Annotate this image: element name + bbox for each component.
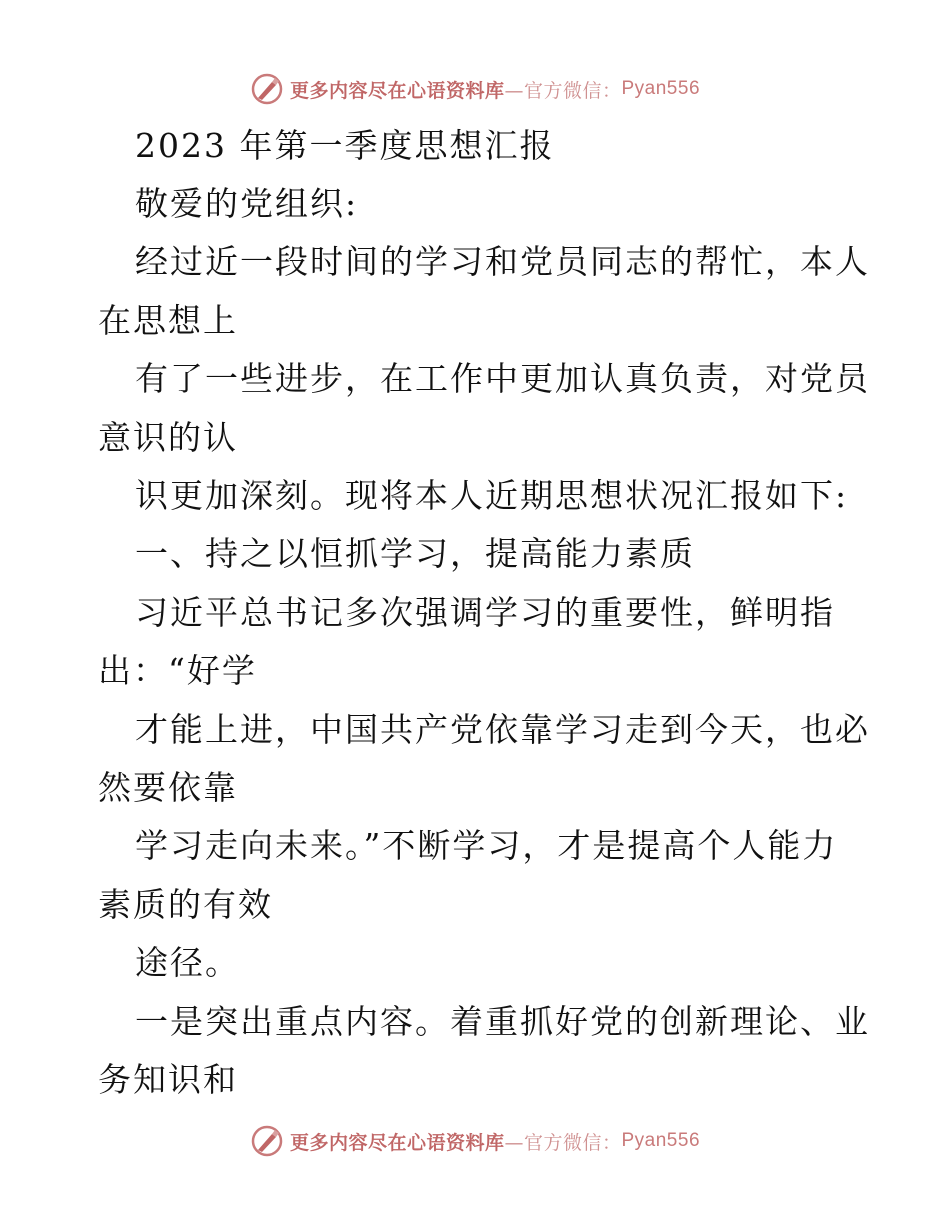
watermark-wechat-label: —官方微信： [504,1131,622,1154]
watermark-main-text: 更多内容尽在心语资料库 [289,1131,505,1154]
watermark-main-text: 更多内容尽在心语资料库 [289,79,505,102]
section-heading: 一、持之以恒抓学习，提高能力素质 [135,534,695,573]
body-line: 一是突出重点内容。着重抓好党的创新理论、业 [135,1002,870,1041]
body-line: 识更加深刻。现将本人近期思想状况汇报如下: [135,476,849,515]
doc-title: 2023 年第一季度思想汇报 [135,126,555,165]
body-line: 然要依靠 [98,768,238,807]
watermark-footer [0,1124,950,1158]
body-line: 习近平总书记多次强调学习的重要性，鲜明指 [135,593,835,632]
pen-circle-logo-icon [250,1124,284,1158]
body-line: 有了一些进步，在工作中更加认真负责，对党员 [135,359,870,398]
body-line: 在思想上 [98,301,238,340]
body-line: 意识的认 [98,418,238,457]
body-line: 素质的有效 [98,885,273,924]
body-line: 才能上进，中国共产党依靠学习走到今天，也必 [135,710,870,749]
watermark-wechat-id: Pyan556 [621,1130,701,1151]
watermark-wechat-label: —官方微信： [504,79,622,102]
body-line: 途径。 [135,943,240,982]
salutation: 敬爱的党组织: [135,184,359,223]
body-line: 经过近一段时间的学习和党员同志的帮忙，本人 [135,242,870,281]
watermark-wechat-id: Pyan556 [621,78,701,99]
body-line: 务知识和 [98,1060,238,1099]
body-line: 出：“好学 [98,651,257,690]
body-line: 学习走向未来。”不断学习，才是提高个人能力 [135,826,838,865]
